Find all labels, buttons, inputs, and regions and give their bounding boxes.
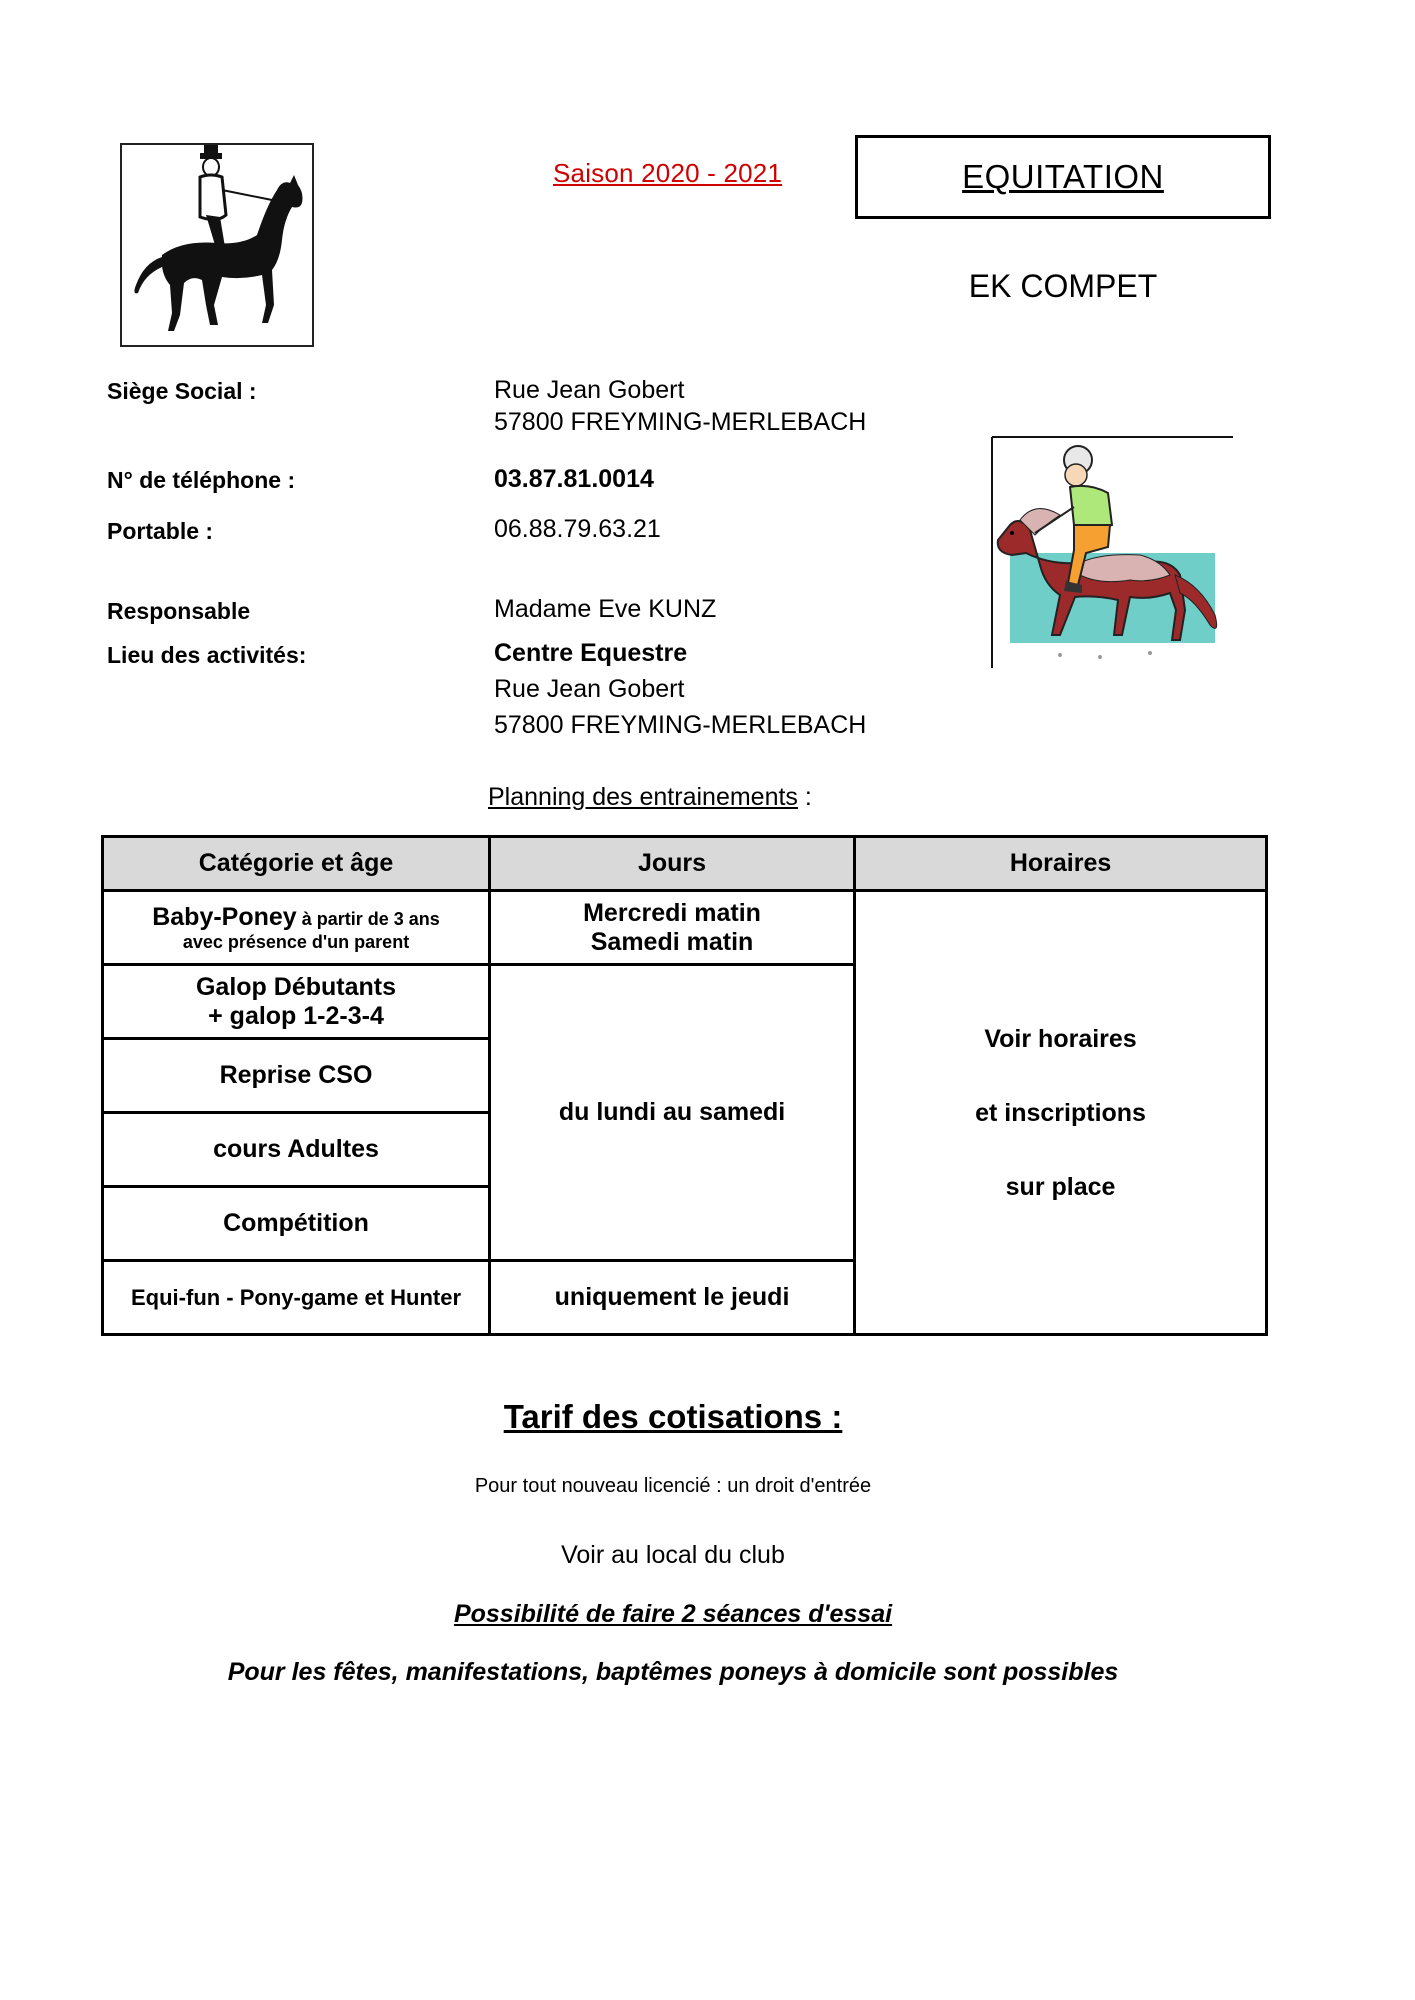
siege-address-line1: Rue Jean Gobert: [494, 376, 685, 404]
category-baby-poney: Baby-Poney à partir de 3 ans avec présence d'un parent: [103, 891, 490, 965]
mobile-label: Portable :: [107, 518, 214, 544]
category-competition: Compétition: [103, 1187, 490, 1261]
club-local-note: Voir au local du club: [561, 1541, 785, 1569]
tarif-heading: Tarif des cotisations :: [503, 1398, 843, 1435]
club-logo: [120, 143, 314, 347]
venue-address-line2: 57800 FREYMING-MERLEBACH: [494, 711, 867, 739]
events-note: Pour les fêtes, manifestations, baptêmes poneys à domicile sont possibles: [227, 1658, 1119, 1686]
venue-name: Centre Equestre: [494, 639, 688, 667]
siege-label: Siège Social :: [107, 378, 257, 404]
trial-sessions-note: Possibilité de faire 2 séances d'essai: [453, 1600, 893, 1628]
category-galop: Galop Débutants + galop 1-2-3-4: [103, 965, 490, 1039]
page-title: EQUITATION: [962, 158, 1164, 195]
pony-icon: [990, 435, 1235, 670]
table-row: [103, 891, 1267, 965]
club-name: EK COMPET: [968, 268, 1158, 304]
horse-rider-illustration: [122, 145, 312, 345]
venue-label: Lieu des activités:: [107, 642, 307, 668]
days-jeudi: uniquement le jeudi: [490, 1261, 855, 1335]
category-equifun: Equi-fun - Pony-game et Hunter: [103, 1261, 490, 1335]
planning-heading: Planning des entrainements :: [488, 783, 812, 811]
new-member-note: Pour tout nouveau licencié : un droit d'entrée: [474, 1475, 872, 1497]
season-label: Saison 2020 - 2021: [553, 158, 783, 188]
header-category: Catégorie et âge: [103, 837, 490, 891]
schedule-table: [101, 835, 1268, 1336]
manager-label: Responsable: [107, 598, 251, 624]
siege-address-line2: 57800 FREYMING-MERLEBACH: [494, 408, 867, 436]
header-hours: Horaires: [855, 837, 1267, 891]
manager-value: Madame Eve KUNZ: [494, 595, 717, 623]
phone-value: 03.87.81.0014: [494, 465, 654, 493]
child-pony-illustration: [990, 435, 1235, 670]
table-header-row: [103, 837, 1267, 891]
header-days: Jours: [490, 837, 855, 891]
days-baby-poney: Mercredi matin Samedi matin: [490, 891, 855, 965]
days-main: du lundi au samedi: [490, 965, 855, 1261]
phone-label: N° de téléphone :: [107, 467, 296, 493]
category-cso: Reprise CSO: [103, 1039, 490, 1113]
venue-address-line1: Rue Jean Gobert: [494, 675, 685, 703]
hours-cell: Voir horaires et inscriptions sur place: [855, 891, 1267, 1335]
title-box: [855, 135, 1271, 219]
mobile-value: 06.88.79.63.21: [494, 515, 661, 543]
category-adultes: cours Adultes: [103, 1113, 490, 1187]
